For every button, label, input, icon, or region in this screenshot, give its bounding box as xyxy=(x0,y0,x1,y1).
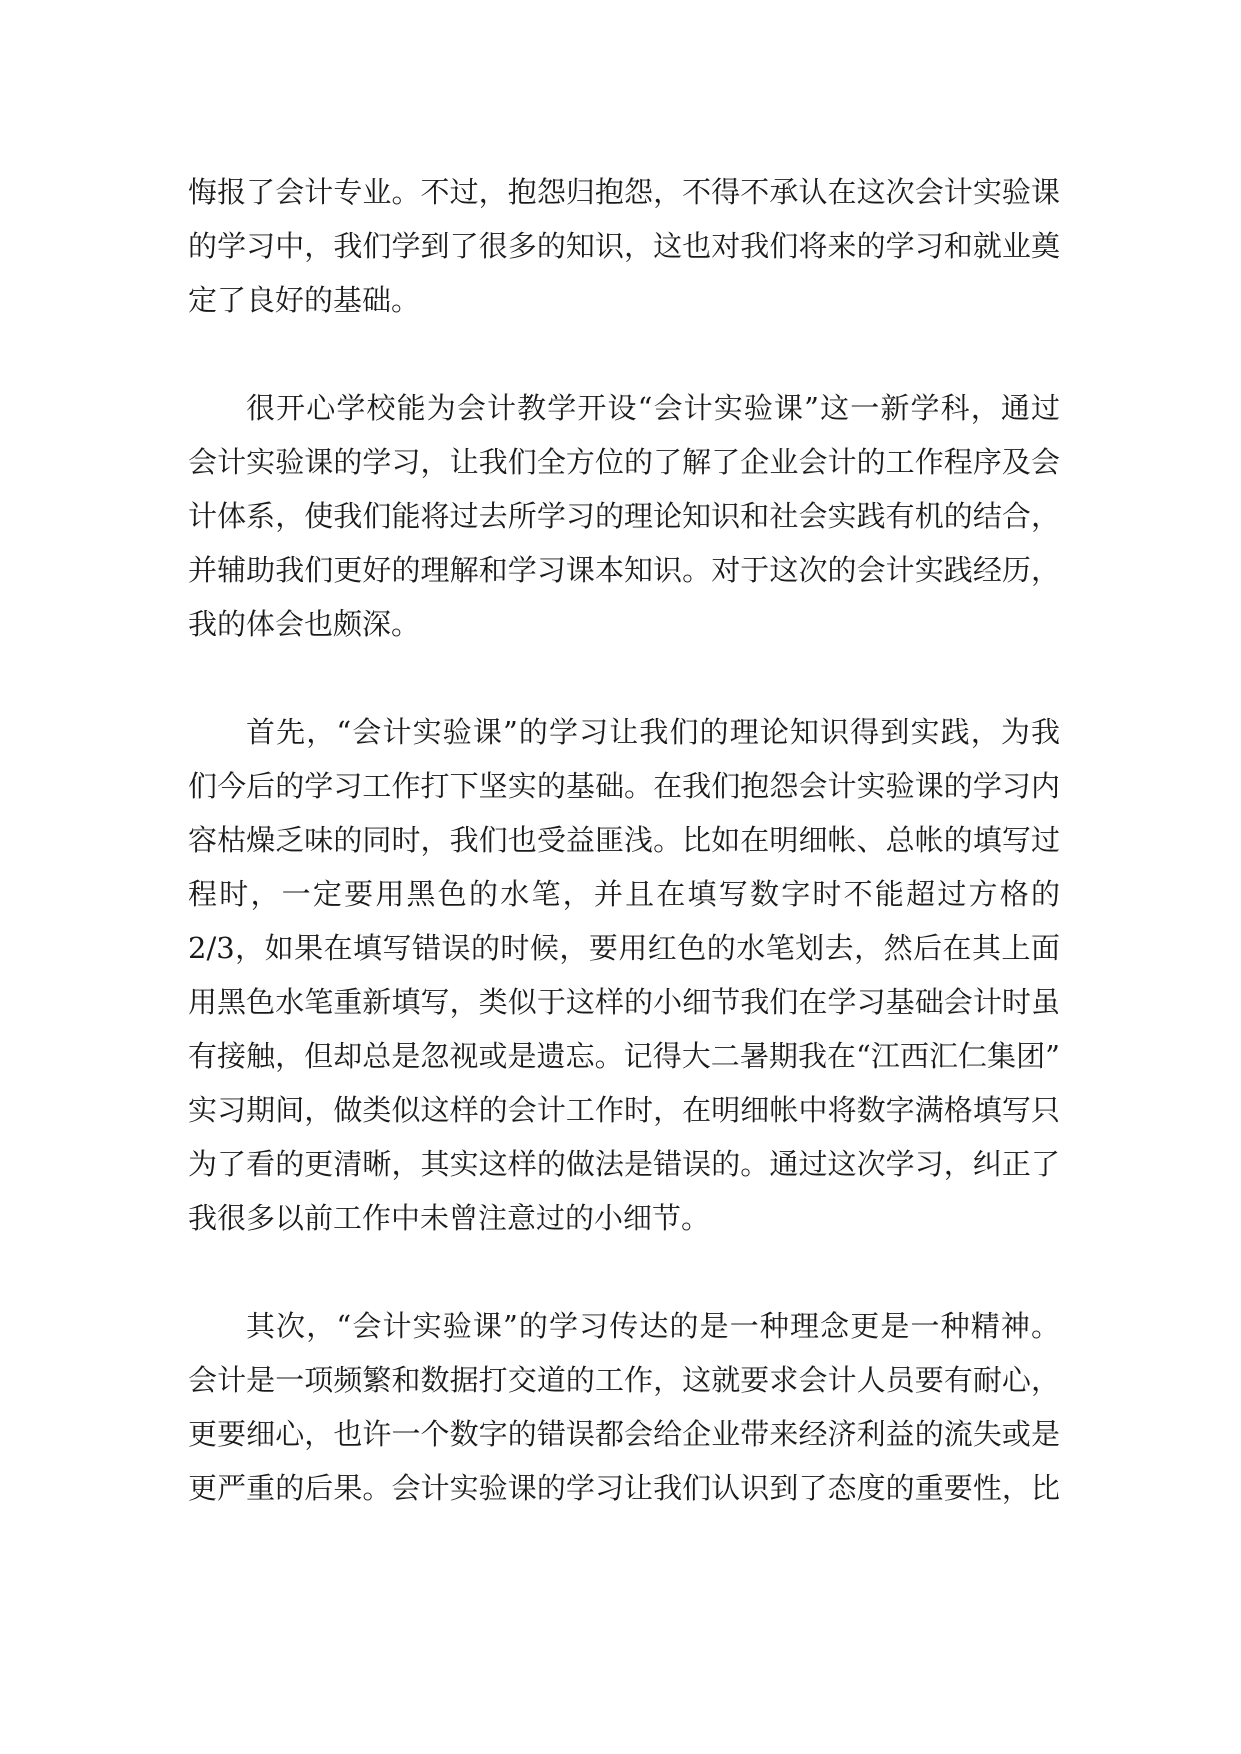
paragraph-3-line-3: 容枯燥乏味的同时，我们也受益匪浅。比如在明细帐、总帐的填写过 xyxy=(188,823,1060,857)
paragraph-gap xyxy=(188,327,1060,381)
paragraph-1-line-3: 定了良好的基础。 xyxy=(188,283,421,317)
paragraph-2-line-5: 我的体会也颇深。 xyxy=(188,607,421,641)
paragraph-gap xyxy=(188,1245,1060,1299)
paragraph-1-line-2: 的学习中，我们学到了很多的知识，这也对我们将来的学习和就业奠 xyxy=(188,229,1060,263)
document-body xyxy=(188,165,1060,1515)
paragraph-2-line-1: 很开心学校能为会计教学开设“会计实验课”这一新学科，通过 xyxy=(246,391,1060,425)
paragraph-1-line-1: 悔报了会计专业。不过，抱怨归抱怨，不得不承认在这次会计实验课 xyxy=(188,175,1060,209)
paragraph-3-line-1: 首先，“会计实验课”的学习让我们的理论知识得到实践，为我 xyxy=(246,715,1060,749)
paragraph-3-line-7: 有接触，但却总是忽视或是遗忘。记得大二暑期我在“江西汇仁集团” xyxy=(188,1039,1060,1073)
paragraph-4-line-1: 其次，“会计实验课”的学习传达的是一种理念更是一种精神。 xyxy=(246,1309,1060,1343)
paragraph-4-line-3: 更要细心，也许一个数字的错误都会给企业带来经济利益的流失或是 xyxy=(188,1417,1060,1451)
paragraph-2-line-2: 会计实验课的学习，让我们全方位的了解了企业会计的工作程序及会 xyxy=(188,445,1060,479)
paragraph-2-line-3: 计体系，使我们能将过去所学习的理论知识和社会实践有机的结合， xyxy=(188,499,1060,533)
paragraph-gap xyxy=(188,651,1060,705)
paragraph-4-line-2: 会计是一项频繁和数据打交道的工作，这就要求会计人员要有耐心， xyxy=(188,1363,1060,1397)
paragraph-3-line-4: 程时，一定要用黑色的水笔，并且在填写数字时不能超过方格的 xyxy=(188,877,1060,911)
paragraph-2-line-4: 并辅助我们更好的理解和学习课本知识。对于这次的会计实践经历， xyxy=(188,553,1060,587)
paragraph-3-line-8: 实习期间，做类似这样的会计工作时，在明细帐中将数字满格填写只 xyxy=(188,1093,1060,1127)
paragraph-3-line-5: 2/3，如果在填写错误的时候，要用红色的水笔划去，然后在其上面 xyxy=(188,931,1060,965)
paragraph-3-line-9: 为了看的更清晰，其实这样的做法是错误的。通过这次学习，纠正了 xyxy=(188,1147,1060,1181)
paragraph-4-line-4: 更严重的后果。会计实验课的学习让我们认识到了态度的重要性，比 xyxy=(188,1471,1060,1505)
paragraph-3-line-2: 们今后的学习工作打下坚实的基础。在我们抱怨会计实验课的学习内 xyxy=(188,769,1060,803)
paragraph-3-line-6: 用黑色水笔重新填写，类似于这样的小细节我们在学习基础会计时虽 xyxy=(188,985,1060,1019)
paragraph-3-line-10: 我很多以前工作中未曾注意过的小细节。 xyxy=(188,1201,711,1235)
